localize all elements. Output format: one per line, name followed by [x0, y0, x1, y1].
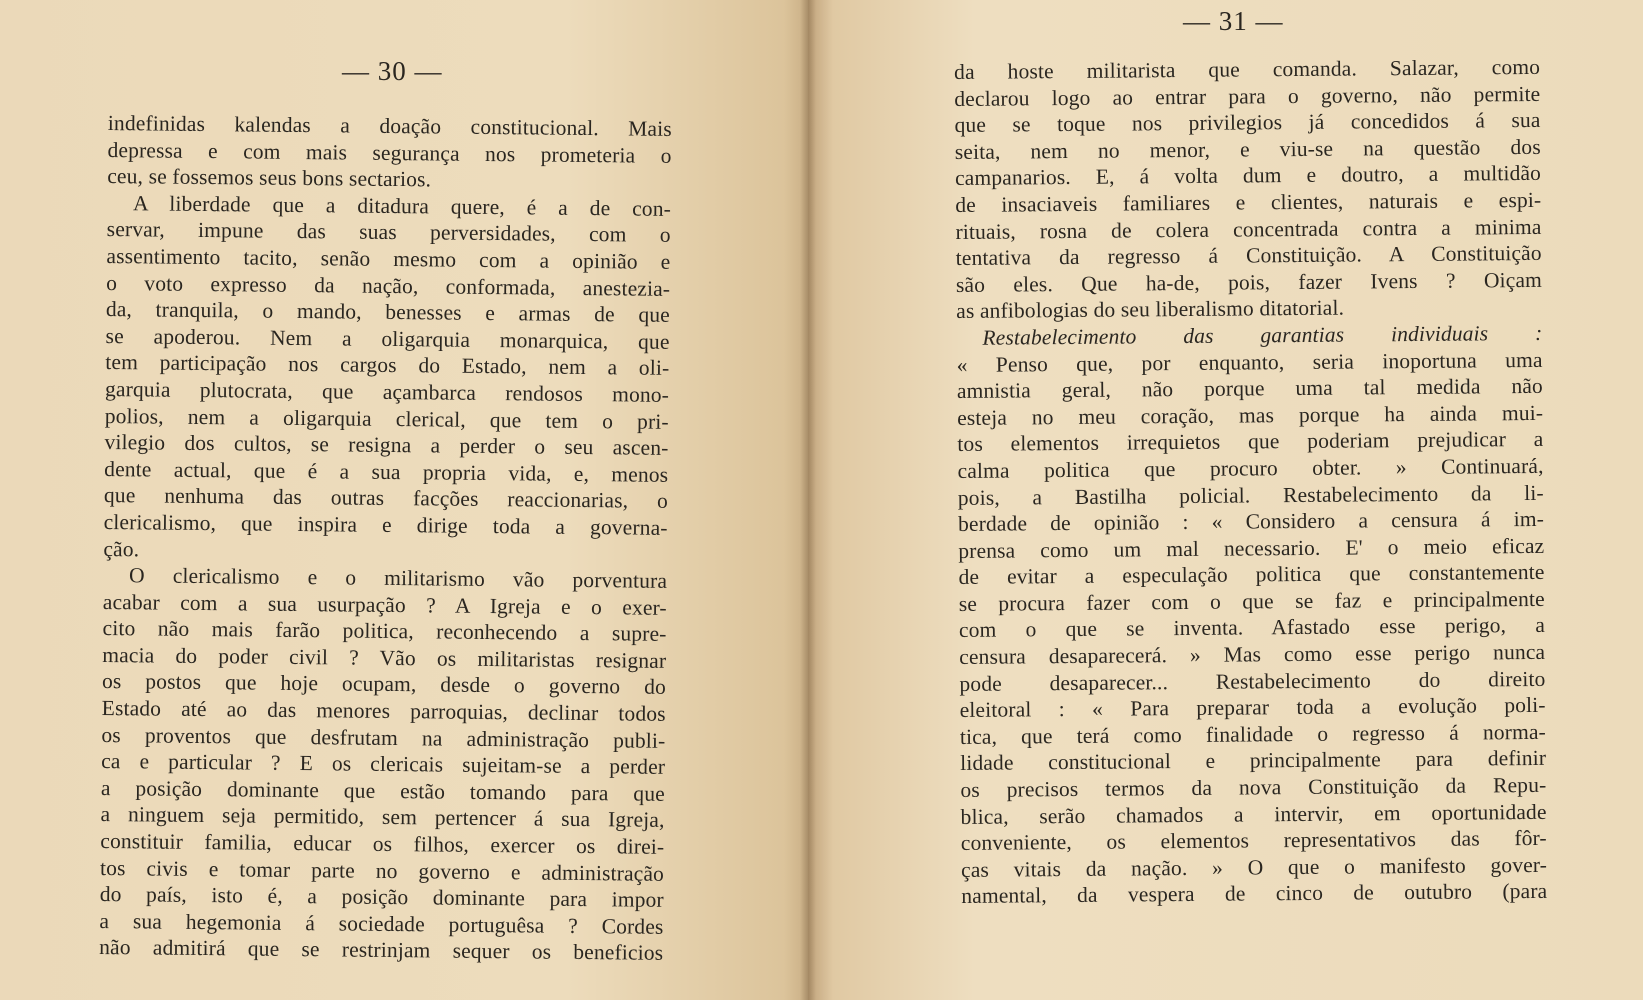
text-line: cito não mais farão politica, reconhecendo a supre- — [102, 616, 667, 647]
page-number-left: — 30 — — [342, 56, 443, 86]
text-line: amnistia geral, não porque uma tal medida não — [956, 373, 1543, 404]
text-line: blica, serão chamados a intervir, em oportunidade — [960, 799, 1547, 829]
text-line: tentativa da regresso á Constituição. A Constituição — [955, 241, 1542, 271]
text-line: as anfibologias do seu liberalismo ditatorial. — [956, 295, 1345, 324]
text-line: namental, da vespera de cinco de outubro (para — [961, 879, 1548, 909]
text-line: A liberdade que a ditadura quere, é a de con- — [132, 191, 672, 221]
text-line: os postos que hoje ocupam, desde o governo do — [101, 669, 667, 700]
text-line: acabar com a sua usurpação ? A Igreja e o exer- — [102, 589, 667, 620]
text-line: de evitar a especulação politica que constantemente — [958, 560, 1545, 590]
book-gutter — [800, 0, 816, 1000]
text-line: garquia plutocrata, que açambarca rendosos mono- — [104, 376, 670, 407]
text-line: « Penso que, por enquanto, seria inoportuna uma — [956, 347, 1543, 377]
text-line: calma politica que procuro obter. » Continuará, — [957, 453, 1544, 483]
text-line: se procura fazer com o que se faz e principalmente — [958, 586, 1545, 616]
text-line: Estado até ao das menores parroquias, declinar todos — [101, 696, 666, 726]
text-line: polios, nem a oligarquia clerical, que tem o pri- — [104, 403, 669, 434]
text-line: censura desaparecerá. » Mas como esse perigo nunca — [959, 639, 1546, 670]
text-line: pois, a Bastilha policial. Restabelecimento da li- — [957, 480, 1544, 510]
text-line: O clericalismo e o militarismo vão porventura — [129, 563, 668, 593]
text-line: se apoderou. Nem a oligarquia monarquica, que — [105, 323, 670, 354]
text-line: macia do poder civil ? Vão os militaristas resignar — [102, 642, 667, 673]
text-line: do país, isto é, a posição dominante para impor — [99, 882, 664, 913]
text-line: tos civis e tomar parte no governo e administração — [99, 855, 665, 886]
text-line: são eles. Que ha-de, pois, fazer Ivens ? Oiçam — [955, 267, 1543, 297]
text-line: ção. — [103, 536, 140, 561]
text-line: pode desaparecer... Restabelecimento do direito — [959, 666, 1546, 696]
text-line: constituir familia, educar os filhos, exercer os direi- — [100, 828, 665, 859]
text-line: tica, que terá como finalidade o regresso á norma- — [959, 719, 1546, 749]
text-line: vilegio dos cultos, se resigna a perder o seu ascen- — [104, 430, 669, 461]
text-line: com o que se inventa. Afastado esse perigo, a — [958, 613, 1546, 643]
text-line: a sua hegemonia á sociedade portuguêsa ? Cordes — [99, 908, 664, 939]
text-line: ças vitais da nação. » O que o manifesto gover- — [960, 852, 1548, 882]
text-line: tem participação nos cargos do Estado, nem a oli- — [105, 350, 670, 381]
italic-heading: Restabelecimento das garantias individuais : — [982, 320, 1543, 350]
text-line: clericalismo, que inspira e dirige toda a governa- — [103, 509, 668, 540]
text-line: declarou logo ao entrar para o governo, não permite — [954, 81, 1541, 111]
page-number-right: — 31 — — [1183, 6, 1284, 36]
text-line: dente actual, que é a sua propria vida, e, menos — [104, 456, 669, 487]
text-line: ca e particular ? E os clericais sujeitam-se a perder — [101, 749, 666, 780]
text-line: os precisos termos da nova Constituição da Repu- — [960, 772, 1547, 803]
text-line: da, tranquila, o mando, benesses e armas de que — [105, 297, 671, 328]
text-line: o voto expresso da nação, conformada, anestezia- — [106, 270, 671, 301]
text-line: da hoste militarista que comanda. Salazar, como — [954, 54, 1541, 84]
text-line: lidade constitucional e principalmente para definir — [960, 746, 1547, 776]
text-line: ceu, se fossemos seus bons sectarios. — [107, 164, 432, 192]
text-line: berdade de opinião : « Considero a censura á im- — [957, 506, 1545, 537]
text-line: que se toque nos privilegios já concedidos á sua — [954, 108, 1541, 138]
text-line: que nenhuma das outras facções reaccionarias, o — [103, 483, 669, 514]
text-line: seita, nem no menor, e viu-se na questão dos — [954, 134, 1541, 164]
text-line: conveniente, os elementos representativos das fôr- — [960, 826, 1547, 856]
text-line: a posição dominante que estão tomando para que — [100, 775, 665, 806]
text-line: depressa e com mais segurança nos prometeria o — [107, 137, 672, 168]
left-text-block — [99, 110, 672, 967]
text-line: prensa como um mal necessario. E' o meio eficaz — [958, 533, 1545, 563]
text-line: servar, impune das suas perversidades, com o — [106, 217, 671, 248]
text-line: de insaciaveis familiares e clientes, naturais e espi- — [955, 187, 1542, 217]
right-text-block — [954, 54, 1547, 910]
text-line: a ninguem seja permitido, sem pertencer á sua Igreja, — [100, 802, 665, 833]
text-line: rituais, rosna de colera concentrada contra a minima — [955, 214, 1542, 244]
text-line: os proventos que desfrutam na administração publi- — [101, 722, 666, 753]
text-line: eleitoral : « Para preparar toda a evolução poli- — [959, 693, 1546, 723]
right-page — [808, 0, 1643, 1000]
left-page — [0, 0, 808, 1000]
text-line: não admitirá que se restrinjam sequer os beneficios — [99, 935, 664, 966]
text-line: indefinidas kalendas a doação constitucional. Mais — [107, 110, 672, 141]
text-line: tos elementos irrequietos que poderiam prejudicar a — [957, 427, 1544, 457]
text-line: assentimento tacito, senão mesmo com a opinião e — [106, 243, 671, 274]
text-line: esteja no meu coração, mas porque ha ainda mui- — [957, 400, 1544, 430]
text-line: campanarios. E, á volta dum e doutro, a multidão — [954, 161, 1542, 191]
